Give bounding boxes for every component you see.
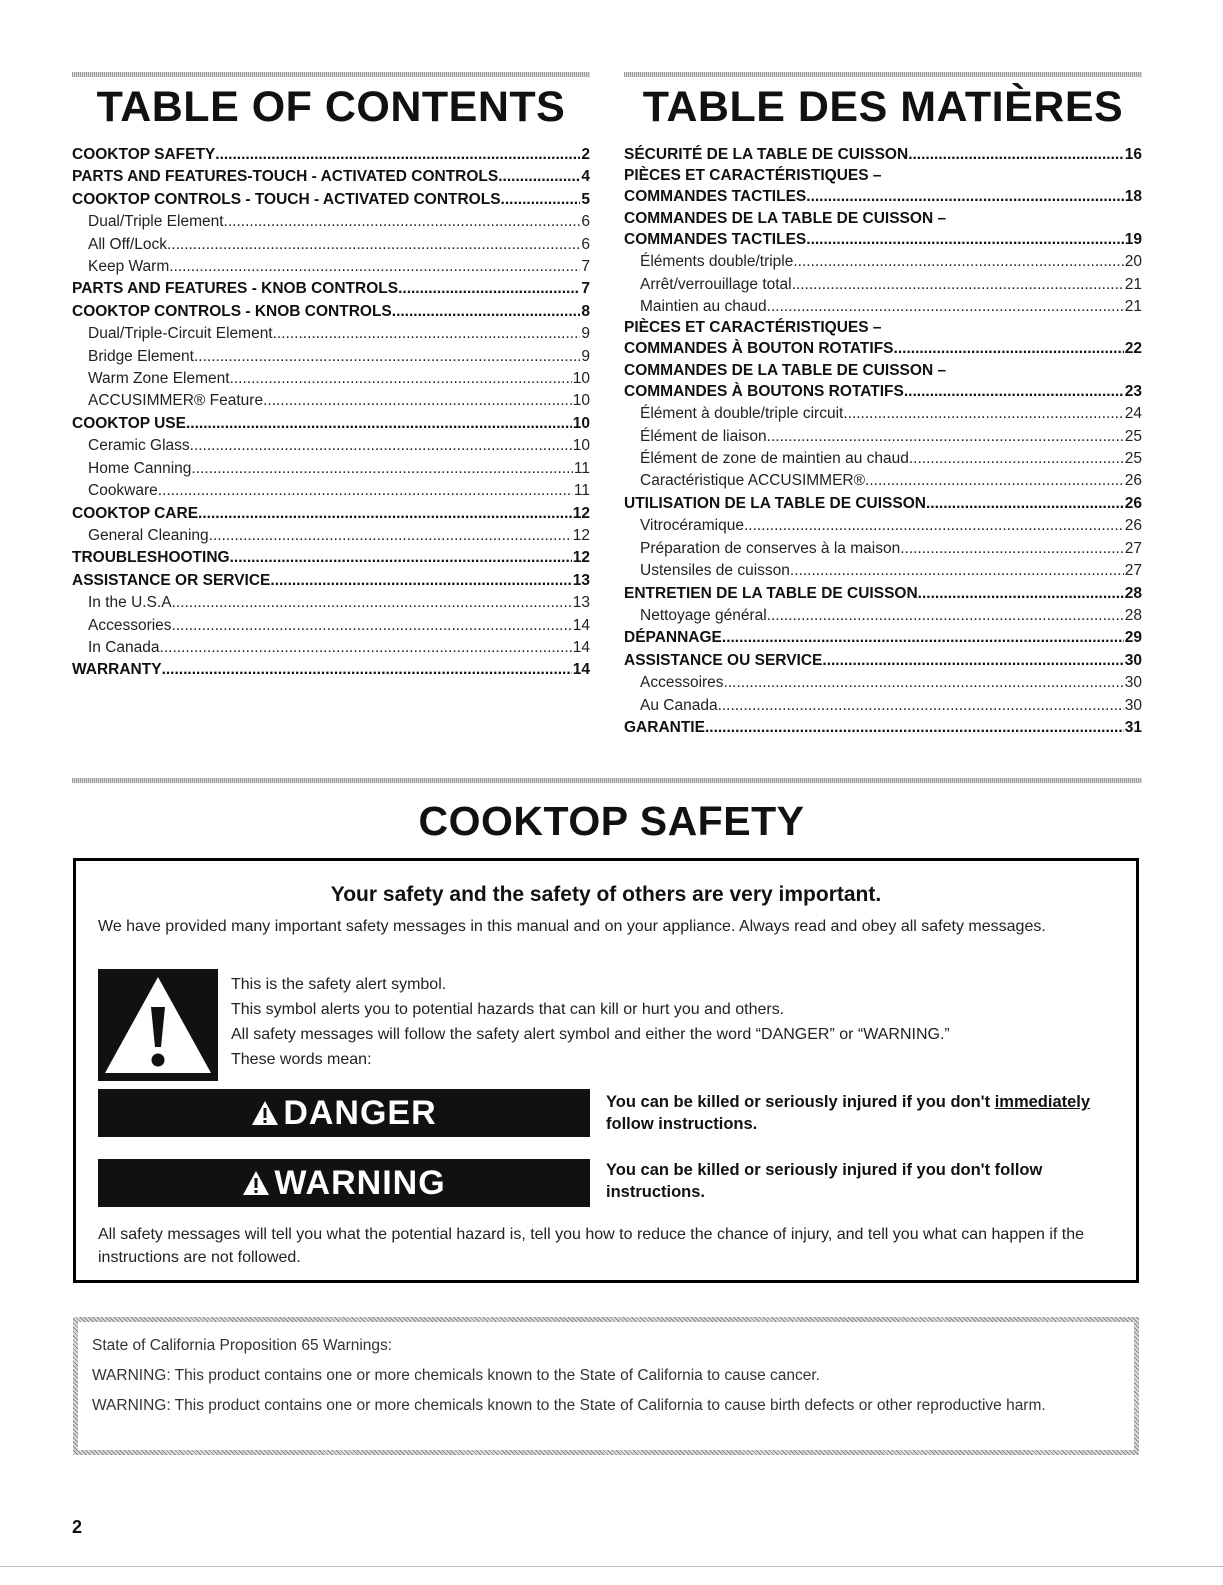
toc-entry xyxy=(624,209,1142,251)
alert-line: All safety messages will follow the safety alert symbol and either the word “DANGER” or “WARNING.” xyxy=(231,1026,950,1043)
toc-entry xyxy=(72,637,590,659)
toc-entry-label: Accessoires xyxy=(640,674,724,692)
toc-entry-label: ACCUSIMMER® Feature xyxy=(88,392,264,410)
toc-english-title: TABLE OF CONTENTS xyxy=(96,83,566,131)
toc-page-number: 5 xyxy=(581,190,590,208)
toc-entry-label: COMMANDES DE LA TABLE DE CUISSON – xyxy=(624,209,947,227)
toc-entry xyxy=(72,570,590,592)
prop65-box xyxy=(73,1317,1139,1455)
toc-entry-label: Dual/Triple-Circuit Element xyxy=(88,325,273,343)
toc-leader xyxy=(909,448,1124,470)
toc-entry-label: Keep Warm xyxy=(88,258,170,276)
toc-leader xyxy=(230,368,572,390)
toc-entry xyxy=(72,211,590,233)
middle-rule xyxy=(72,778,1142,783)
toc-page-number: 21 xyxy=(1124,298,1142,316)
toc-page-number: 12 xyxy=(572,549,590,567)
toc-entry xyxy=(624,361,1142,403)
toc-leader xyxy=(718,695,1124,717)
toc-leader xyxy=(398,278,580,300)
toc-leader xyxy=(908,144,1124,166)
toc-entry xyxy=(72,256,590,278)
toc-page-number: 9 xyxy=(581,325,590,343)
toc-entry xyxy=(624,166,1142,208)
alert-line: This is the safety alert symbol. xyxy=(231,976,447,993)
toc-leader xyxy=(926,493,1124,515)
toc-leader xyxy=(186,413,572,435)
alert-line: These words mean: xyxy=(231,1051,372,1068)
toc-page-number: 23 xyxy=(1124,382,1142,400)
toc-entry-label: Dual/Triple Element xyxy=(88,213,224,231)
toc-entry-label: In Canada xyxy=(88,638,160,656)
toc-page-number: 6 xyxy=(581,235,590,253)
toc-page-number: 8 xyxy=(581,302,590,320)
toc-entry xyxy=(72,480,590,502)
toc-page-number: 12 xyxy=(572,504,590,522)
toc-entry xyxy=(72,346,590,368)
toc-entry xyxy=(624,493,1142,515)
toc-page-number: 30 xyxy=(1124,696,1142,714)
toc-entry-label: Vitrocéramique xyxy=(640,517,744,535)
bottom-rule xyxy=(0,1566,1223,1567)
toc-page-number: 25 xyxy=(1124,450,1142,468)
safety-box xyxy=(73,858,1139,1283)
toc-entry xyxy=(624,605,1142,627)
toc-entry-label: PIÈCES ET CARACTÉRISTIQUES – xyxy=(624,319,882,337)
toc-entry xyxy=(624,627,1142,649)
toc-entry-label: SÉCURITÉ DE LA TABLE DE CUISSON xyxy=(624,146,909,163)
toc-page-number: 24 xyxy=(1124,405,1142,423)
warning-text: You can be killed or seriously injured if you don't follow instructions. xyxy=(606,1161,1043,1201)
toc-entry-label: Arrêt/verrouillage total xyxy=(640,275,792,293)
toc-french xyxy=(624,82,1142,739)
danger-banner xyxy=(98,1089,590,1137)
toc-page-number: 26 xyxy=(1124,517,1142,535)
toc-leader xyxy=(162,659,572,681)
danger-text-underlined: immediately xyxy=(994,1093,1091,1111)
toc-entry-label: DÉPANNAGE xyxy=(624,629,722,647)
toc-entry xyxy=(72,144,590,166)
toc-leader xyxy=(270,570,571,592)
toc-entry-label: COOKTOP CONTROLS - TOUCH - ACTIVATED CONTROLS xyxy=(72,190,501,208)
toc-entry xyxy=(624,403,1142,425)
toc-leader xyxy=(263,390,572,412)
toc-page-number: 20 xyxy=(1124,253,1142,271)
toc-leader xyxy=(806,186,1123,208)
danger-text-pre: You can be killed or seriously injured if you don't xyxy=(606,1093,995,1111)
toc-entry-label: Bridge Element xyxy=(88,347,194,365)
warning-banner xyxy=(98,1159,590,1207)
toc-leader xyxy=(705,717,1124,739)
toc-page-number: 10 xyxy=(572,414,590,432)
toc-leader xyxy=(865,470,1124,492)
toc-entry-label: Élément de liaison xyxy=(640,427,767,445)
toc-page-number: 28 xyxy=(1124,606,1142,624)
toc-page-number: 11 xyxy=(573,482,590,500)
danger-text xyxy=(606,1091,1126,1135)
toc-entry-label: In the U.S.A. xyxy=(88,594,176,612)
toc-entry-label: Au Canada xyxy=(640,696,718,714)
toc-leader xyxy=(843,403,1123,425)
toc-page-number: 25 xyxy=(1124,427,1142,445)
safety-heading: Your safety and the safety of others are very important. xyxy=(330,883,882,906)
toc-entry xyxy=(72,390,590,412)
toc-entry-label: Élément à double/triple circuit xyxy=(640,405,844,423)
danger-text-post: follow instructions. xyxy=(606,1115,758,1133)
toc-entry-label: COOKTOP USE xyxy=(72,414,186,432)
toc-page-number: 14 xyxy=(572,638,590,656)
safety-alert-icon xyxy=(98,969,218,1081)
toc-entry-label: Home Canning xyxy=(88,459,192,477)
prop65-heading: State of California Proposition 65 Warnings: xyxy=(92,1337,393,1354)
toc-leader xyxy=(158,480,573,502)
toc-entry xyxy=(72,278,590,300)
toc-entry xyxy=(624,318,1142,360)
toc-leader xyxy=(191,458,573,480)
toc-entry-label: Warm Zone Element xyxy=(88,370,230,388)
toc-leader xyxy=(894,338,1124,360)
toc-entry-label: Ustensiles de cuisson xyxy=(640,562,790,580)
toc-entry xyxy=(624,251,1142,273)
toc-entry xyxy=(624,695,1142,717)
toc-leader xyxy=(767,296,1124,318)
toc-entry-label: COMMANDES DE LA TABLE DE CUISSON – xyxy=(624,361,947,379)
toc-entry xyxy=(624,538,1142,560)
toc-entry-label: TROUBLESHOOTING xyxy=(72,549,230,567)
toc-entry xyxy=(624,717,1142,739)
toc-page-number: 10 xyxy=(572,437,590,455)
toc-leader xyxy=(900,538,1124,560)
toc-entry-label: WARRANTY xyxy=(72,661,162,679)
toc-page-number: 13 xyxy=(572,571,590,589)
toc-leader xyxy=(172,615,572,637)
toc-leader xyxy=(273,323,581,345)
toc-entry xyxy=(72,323,590,345)
toc-entry xyxy=(624,296,1142,318)
toc-page-number: 18 xyxy=(1124,188,1142,206)
toc-leader xyxy=(198,503,572,525)
toc-entry xyxy=(624,515,1142,537)
toc-page-number: 19 xyxy=(1124,230,1142,248)
warning-triangle-icon xyxy=(251,1100,279,1126)
toc-entry xyxy=(624,583,1142,605)
toc-leader xyxy=(169,256,580,278)
toc-entry-label: Accessories xyxy=(88,616,172,634)
toc-entry-label: GARANTIE xyxy=(624,718,705,736)
toc-leader xyxy=(793,251,1123,273)
toc-entry-label: COMMANDES TACTILES xyxy=(624,230,807,248)
toc-entry xyxy=(624,274,1142,296)
toc-english xyxy=(72,82,590,682)
toc-page-number: 16 xyxy=(1124,146,1142,163)
alert-lines xyxy=(231,973,1111,1073)
toc-entry-label: COOKTOP SAFETY xyxy=(72,146,216,163)
toc-entry xyxy=(72,234,590,256)
toc-leader xyxy=(215,144,580,166)
warning-triangle-icon xyxy=(242,1170,270,1196)
toc-entry xyxy=(72,166,590,188)
toc-entry xyxy=(72,301,590,323)
top-rule-left xyxy=(72,72,590,77)
safety-intro: We have provided many important safety messages in this manual and on your appliance. Always read and obey all safety messages. xyxy=(98,918,1046,935)
toc-entry-label: PIÈCES ET CARACTÉRISTIQUES – xyxy=(624,167,882,185)
safety-outro: All safety messages will tell you what the potential hazard is, tell you how to reduce the chance of injury, and tell you what can happen if the instructions are not followed. xyxy=(98,1226,1085,1266)
section-title: COOKTOP SAFETY xyxy=(418,798,805,844)
toc-leader xyxy=(176,592,572,614)
toc-leader xyxy=(194,346,580,368)
toc-leader xyxy=(190,435,572,457)
toc-leader xyxy=(224,211,581,233)
toc-page-number: 9 xyxy=(581,347,590,365)
toc-page-number: 7 xyxy=(581,258,590,276)
toc-entry xyxy=(72,503,590,525)
danger-label: DANGER xyxy=(283,1093,437,1132)
toc-leader xyxy=(167,234,580,256)
toc-page-number: 30 xyxy=(1124,674,1142,692)
toc-page-number: 2 xyxy=(581,146,590,163)
toc-page-number: 27 xyxy=(1124,539,1142,557)
prop65-warning-cancer: WARNING: This product contains one or more chemicals known to the State of California to cause cancer. xyxy=(92,1367,820,1384)
toc-page-number: 26 xyxy=(1124,472,1142,490)
toc-page-number: 31 xyxy=(1124,718,1142,736)
toc-entry-label: Nettoyage général xyxy=(640,606,767,624)
toc-page-number: 14 xyxy=(572,661,590,679)
warning-label: WARNING xyxy=(274,1163,446,1202)
toc-page-number: 28 xyxy=(1124,584,1142,602)
toc-entry xyxy=(72,659,590,681)
toc-page-number: 21 xyxy=(1124,275,1142,293)
toc-page-number: 11 xyxy=(573,459,590,477)
toc-leader xyxy=(792,274,1124,296)
toc-page-number: 26 xyxy=(1124,494,1142,512)
toc-page-number: 10 xyxy=(572,392,590,410)
toc-leader xyxy=(904,381,1124,403)
toc-entry xyxy=(72,435,590,457)
toc-entry xyxy=(624,672,1142,694)
toc-entry-label: ENTRETIEN DE LA TABLE DE CUISSON xyxy=(624,584,918,602)
toc-entry-label: ASSISTANCE OR SERVICE xyxy=(72,571,271,589)
toc-leader xyxy=(806,229,1123,251)
toc-english-list xyxy=(72,144,590,682)
toc-entry-label: PARTS AND FEATURES-TOUCH - ACTIVATED CONTROLS xyxy=(72,168,499,186)
toc-entry-label: COMMANDES À BOUTONS ROTATIFS xyxy=(624,382,904,400)
toc-page-number: 7 xyxy=(581,280,590,298)
toc-page-number: 29 xyxy=(1124,629,1142,647)
toc-entry xyxy=(624,470,1142,492)
toc-entry xyxy=(72,592,590,614)
toc-leader xyxy=(160,637,572,659)
toc-entry-label: COOKTOP CONTROLS - KNOB CONTROLS xyxy=(72,302,392,320)
toc-entry xyxy=(624,426,1142,448)
toc-entry-label: General Cleaning xyxy=(88,526,209,544)
toc-entry xyxy=(72,525,590,547)
toc-entry xyxy=(72,368,590,390)
toc-entry-label: PARTS AND FEATURES - KNOB CONTROLS xyxy=(72,280,399,298)
toc-entry xyxy=(72,547,590,569)
toc-page-number: 4 xyxy=(581,168,590,186)
toc-entry xyxy=(72,458,590,480)
toc-entry-label: COMMANDES À BOUTON ROTATIFS xyxy=(624,340,894,358)
toc-entry xyxy=(624,650,1142,672)
toc-leader xyxy=(822,650,1123,672)
toc-entry-label: Préparation de conserves à la maison xyxy=(640,539,901,557)
toc-leader xyxy=(498,166,580,188)
toc-entry xyxy=(72,189,590,211)
toc-entry xyxy=(624,448,1142,470)
toc-leader xyxy=(744,515,1124,537)
toc-entry xyxy=(72,615,590,637)
toc-entry xyxy=(624,144,1142,166)
toc-entry-label: All Off/Lock xyxy=(88,235,167,253)
toc-leader xyxy=(767,426,1124,448)
toc-page-number: 14 xyxy=(572,616,590,634)
toc-page-number: 27 xyxy=(1124,562,1142,580)
toc-leader xyxy=(209,525,572,547)
toc-leader xyxy=(767,605,1124,627)
toc-page-number: 22 xyxy=(1124,340,1142,358)
toc-entry-label: ASSISTANCE OU SERVICE xyxy=(624,651,823,669)
top-rule-right xyxy=(624,72,1142,77)
toc-french-title: TABLE DES MATIÈRES xyxy=(642,83,1124,131)
toc-leader xyxy=(501,189,581,211)
toc-entry xyxy=(624,560,1142,582)
toc-entry-label: Maintien au chaud xyxy=(640,298,767,316)
toc-leader xyxy=(790,560,1124,582)
toc-entry-label: Éléments double/triple xyxy=(640,253,794,271)
page-number: 2 xyxy=(72,1517,83,1537)
toc-entry-label: COOKTOP CARE xyxy=(72,504,199,522)
toc-entry-label: Cookware xyxy=(88,482,158,500)
toc-entry-label: Ceramic Glass xyxy=(88,437,190,455)
toc-page-number: 12 xyxy=(572,526,590,544)
toc-entry-label: Élément de zone de maintien au chaud xyxy=(640,450,909,468)
toc-page-number: 6 xyxy=(581,213,590,231)
toc-leader xyxy=(722,627,1124,649)
toc-leader xyxy=(392,301,581,323)
toc-leader xyxy=(230,547,572,569)
toc-leader xyxy=(724,672,1124,694)
toc-entry-label: UTILISATION DE LA TABLE DE CUISSON xyxy=(624,494,926,512)
toc-page-number: 30 xyxy=(1124,651,1142,669)
toc-leader xyxy=(918,583,1124,605)
toc-entry-label: COMMANDES TACTILES xyxy=(624,188,807,206)
toc-entry xyxy=(72,413,590,435)
alert-line: This symbol alerts you to potential hazards that can kill or hurt you and others. xyxy=(231,1001,785,1018)
toc-page-number: 13 xyxy=(572,594,590,612)
toc-entry-label: Caractéristique ACCUSIMMER® xyxy=(640,472,866,490)
toc-french-list xyxy=(624,144,1142,739)
toc-page-number: 10 xyxy=(572,370,590,388)
prop65-warning-birth: WARNING: This product contains one or more chemicals known to the State of California to cause birth defects or other reproductive harm. xyxy=(92,1397,1046,1414)
